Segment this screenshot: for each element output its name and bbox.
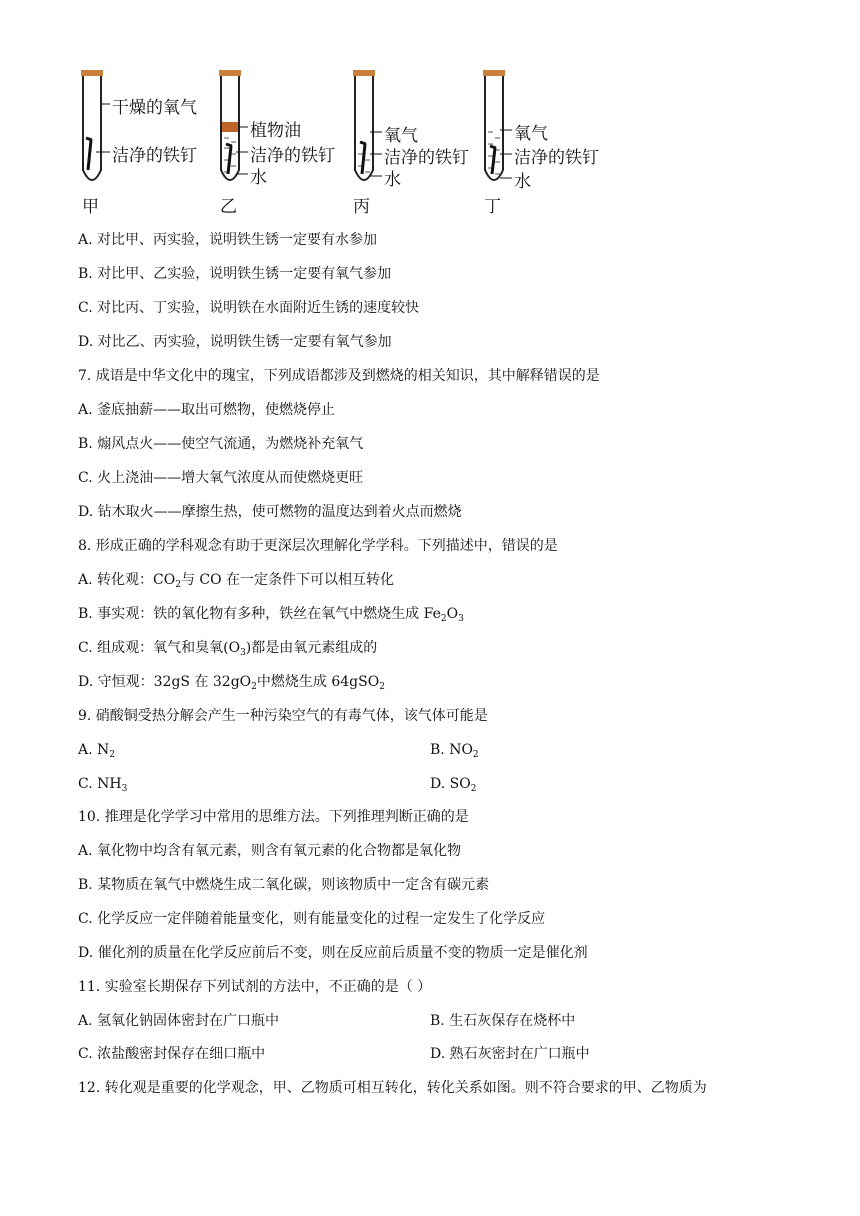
q10-option-b: B. 某物质在氧气中燃烧生成二氧化碳，则该物质中一定含有碳元素 bbox=[78, 877, 490, 893]
tube-label-bing: 丙 bbox=[353, 197, 370, 217]
q8-option-b: B. 事实观：铁的氧化物有多种，铁丝在氧气中燃烧生成 $Fe_2O_3$ bbox=[78, 606, 464, 624]
q7-option-c: C. 火上浇油——增大氧气浓度从而使燃烧更旺 bbox=[78, 470, 364, 486]
q6-option-d: D. 对比乙、丙实验，说明铁生锈一定要有氧气参加 bbox=[78, 334, 392, 350]
q7-option-a: A. 釜底抽薪——取出可燃物，使燃烧停止 bbox=[78, 402, 336, 418]
q6-option-b: B. 对比甲、乙实验，说明铁生锈一定要有氧气参加 bbox=[78, 266, 392, 282]
q11-option-d: D. 熟石灰密封在广口瓶中 bbox=[430, 1046, 590, 1062]
q11-option-c: C. 浓盐酸密封保存在细口瓶中 bbox=[78, 1046, 266, 1062]
annotation-clean-nail: 洁净的铁钉 bbox=[250, 146, 335, 166]
q8-option-c: C. 组成观：氧气和臭氧$(O_3)$都是由氧元素组成的 bbox=[78, 640, 378, 658]
tube-bing bbox=[353, 70, 382, 180]
q6-option-a: A. 对比甲、丙实验，说明铁生锈一定要有水参加 bbox=[78, 232, 378, 248]
q10-option-a: A. 氧化物中均含有氧元素，则含有氧元素的化合物都是氧化物 bbox=[78, 843, 462, 859]
q10-option-d: D. 催化剂的质量在化学反应前后不变，则在反应前后质量不变的物质一定是催化剂 bbox=[78, 945, 588, 961]
annotation-oxygen: 氧气 bbox=[384, 126, 418, 146]
q7-stem: 7. 成语是中华文化中的瑰宝，下列成语都涉及到燃烧的相关知识，其中解释错误的是 bbox=[78, 368, 600, 384]
q8-option-a: A. 转化观：$CO_2$与 CO 在一定条件下可以相互转化 bbox=[78, 572, 395, 590]
annotation-clean-nail: 洁净的铁钉 bbox=[514, 148, 599, 168]
tube-label-jia: 甲 bbox=[82, 197, 99, 217]
q8-stem: 8. 形成正确的学科观念有助于更深层次理解化学学科。下列描述中，错误的是 bbox=[78, 538, 558, 554]
q10-stem: 10. 推理是化学学习中常用的思维方法。下列推理判断正确的是 bbox=[78, 809, 469, 825]
q11-option-b: B. 生石灰保存在烧杯中 bbox=[430, 1013, 576, 1029]
test-tube-figure bbox=[76, 70, 616, 216]
q11-option-a: A. 氢氧化钠固体密封在广口瓶中 bbox=[78, 1013, 280, 1029]
q9-option-b: B. $NO_2$ bbox=[430, 742, 479, 760]
q9-stem: 9. 硝酸铜受热分解会产生一种污染空气的有毒气体，该气体可能是 bbox=[78, 708, 488, 724]
q7-option-b: B. 煽风点火——使空气流通，为燃烧补充氧气 bbox=[78, 436, 364, 452]
q12-stem: 12. 转化观是重要的化学观念，甲、乙物质可相互转化，转化关系如图。则不符合要求的甲、乙物质为 bbox=[78, 1080, 707, 1096]
annotation-water: 水 bbox=[250, 168, 267, 188]
tube-yi bbox=[219, 70, 248, 180]
annotation-water: 水 bbox=[514, 172, 531, 192]
tube-jia bbox=[81, 70, 110, 180]
annotation-vegetable-oil: 植物油 bbox=[250, 121, 301, 141]
annotation-dry-oxygen: 干燥的氧气 bbox=[112, 98, 197, 118]
q11-stem: 11. 实验室长期保存下列试剂的方法中，不正确的是（ ） bbox=[78, 979, 432, 995]
q6-option-c: C. 对比丙、丁实验，说明铁在水面附近生锈的速度较快 bbox=[78, 300, 420, 316]
annotation-water: 水 bbox=[384, 170, 401, 190]
q10-option-c: C. 化学反应一定伴随着能量变化，则有能量变化的过程一定发生了化学反应 bbox=[78, 911, 546, 927]
q9-option-c: C. $NH_3$ bbox=[78, 776, 128, 794]
tube-label-yi: 乙 bbox=[220, 197, 237, 217]
tube-ding bbox=[483, 70, 512, 180]
q9-option-d: D. $SO_2$ bbox=[430, 776, 477, 794]
q8-option-d: D. 守恒观：32gS 在 $32gO_2$中燃烧生成 64gSO$_2$ bbox=[78, 674, 385, 692]
annotation-clean-nail: 洁净的铁钉 bbox=[112, 146, 197, 166]
annotation-clean-nail: 洁净的铁钉 bbox=[384, 148, 469, 168]
q9-option-a: A. $N_2$ bbox=[78, 742, 115, 760]
tube-label-ding: 丁 bbox=[484, 197, 501, 217]
q7-option-d: D. 钻木取火——摩擦生热，使可燃物的温度达到着火点而燃烧 bbox=[78, 504, 462, 520]
annotation-oxygen: 氧气 bbox=[514, 124, 548, 144]
